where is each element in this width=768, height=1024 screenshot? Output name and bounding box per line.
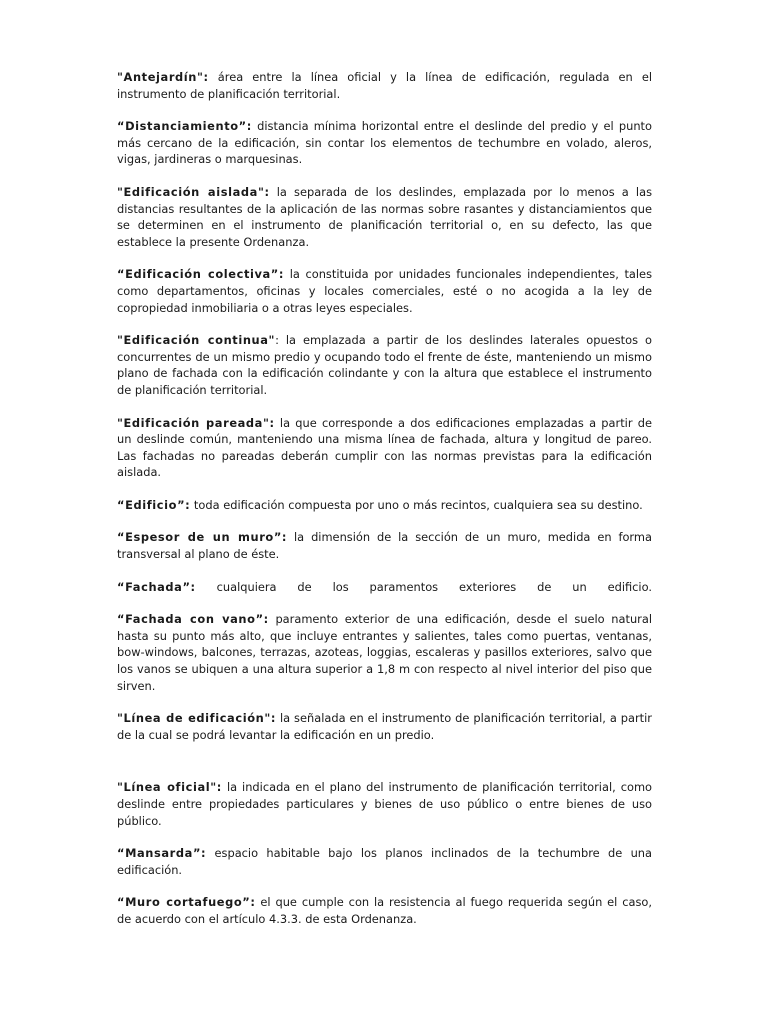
definition-linea-oficial [117, 779, 652, 829]
term-label: “Fachada”: [117, 579, 196, 594]
term-label: "Edificación pareada": [117, 415, 275, 430]
term-label: “Edificación colectiva”: [117, 267, 285, 282]
definition-text: espacio habitable bajo los planos inclinados de la techumbre de una edificación. [117, 846, 652, 877]
document-page [117, 69, 652, 944]
definition-text: la dimensión de la sección de un muro, medida en forma transversal al plano de éste. [117, 530, 652, 562]
definition-muro-cortafuego [117, 894, 652, 927]
definition-mansarda [117, 845, 652, 878]
definition-text: la constituida por unidades funcionales independientes, tales como departamentos, oficinas y locales comerciales, esté o no acogida a la ley de copropiedad inmobiliaria o a otras leyes especiales. [117, 267, 653, 315]
definition-text: : la emplazada a partir de los deslindes laterales opuestos o concurrentes de un mismo predio y ocupando todo el frente de éste, manteniendo un mismo plano de fachada con la edificación colindante y con la altura que establece el instrumento de planificación territorial. [117, 333, 652, 397]
definition-edificacion-continua [117, 332, 652, 398]
definition-text: la señalada en el instrumento de planificación territorial, a partir de la cual se podrá levantar la edificación en un predio. [117, 711, 652, 742]
definition-edificio [117, 497, 652, 514]
term-label: "Edificación aislada": [117, 184, 270, 199]
term-label: "Línea de edificación": [117, 711, 277, 726]
definition-espesor-de-un-muro [117, 529, 652, 562]
term-label: “Muro cortafuego”: [117, 895, 256, 910]
definition-linea-de-edificacion [117, 710, 652, 743]
term-label: “Fachada con vano”: [117, 612, 269, 627]
definition-edificacion-aislada [117, 184, 652, 250]
definition-text: cualquiera de los paramentos exteriores de un edificio. [195, 579, 652, 594]
definition-text: la que corresponde a dos edificaciones emplazadas a partir de un deslinde común, manteniendo una misma línea de fachada, altura y longitud de pareo. Las fachadas no pareadas deberán cumplir con las normas previstas para la edificación aislada. [117, 415, 652, 480]
term-label: "Línea oficial": [117, 780, 222, 795]
definition-text: distancia mínima horizontal entre el deslinde del predio y el punto más cercano de la edificación, sin contar los elementos de techumbre en volado, aleros, vigas, jardineras o marquesinas. [117, 119, 652, 167]
definition-text: área entre la línea oficial y la línea de edificación, regulada en el instrumento de planificación territorial. [117, 70, 652, 101]
definition-fachada [117, 579, 652, 596]
term-label: “Espesor de un muro”: [117, 530, 288, 545]
term-label: "Edificación continua" [117, 333, 276, 348]
definition-antejardin [117, 69, 652, 102]
term-label: "Antejardín": [117, 70, 209, 84]
term-label: “Mansarda”: [117, 846, 207, 861]
term-label: “Edificio”: [117, 497, 191, 512]
definition-text: paramento exterior de una edificación, desde el suelo natural hasta su punto más alto, que incluye entrantes y salientes, tales como puertas, ventanas, bow-windows, balcones, terrazas, azoteas, loggias, escaleras y pasillos exteriores, salvo que los vanos se ubiquen a una altura superior a 1,8 m con respecto al nivel interior del piso que sirven. [117, 612, 652, 693]
definition-text: toda edificación compuesta por uno o más recintos, cualquiera sea su destino. [190, 497, 643, 512]
definition-text: la indicada en el plano del instrumento de planificación territorial, como deslinde entre propiedades particulares y bienes de uso público o entre bienes de uso público. [117, 780, 653, 828]
definition-edificacion-pareada [117, 415, 652, 481]
term-label: “Distanciamiento”: [117, 119, 252, 134]
definition-text: el que cumple con la resistencia al fuego requerida según el caso, de acuerdo con el artículo 4.3.3. de esta Ordenanza. [117, 895, 652, 926]
definition-edificacion-colectiva [117, 266, 652, 316]
definition-fachada-con-vano [117, 611, 652, 694]
definition-text: la separada de los deslindes, emplazada por lo menos a las distancias resultantes de la aplicación de las normas sobre rasantes y distanciamientos que se determinen en el instrumento de planificación territorial o, en su defecto, las que establece la presente Ordenanza. [117, 184, 652, 249]
definition-distanciamiento [117, 118, 652, 168]
